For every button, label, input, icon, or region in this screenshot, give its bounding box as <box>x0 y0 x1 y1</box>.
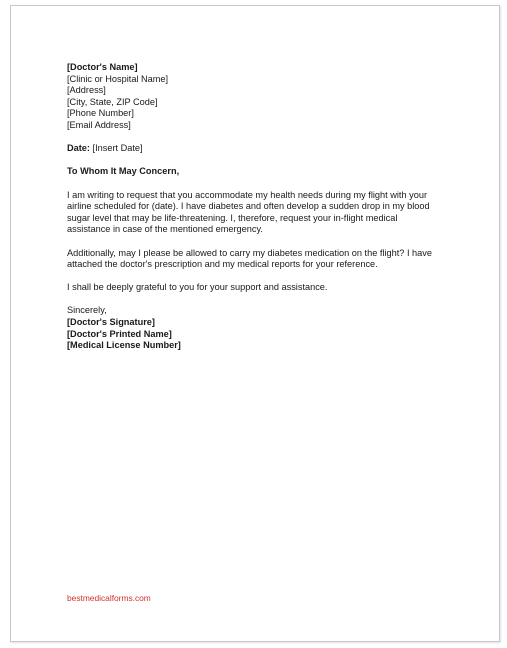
doctor-signature: [Doctor's Signature] <box>67 317 155 328</box>
medical-license-number: [Medical License Number] <box>67 340 181 351</box>
letter-body <box>67 62 447 352</box>
footer-site-link[interactable]: bestmedicalforms.com <box>67 593 151 603</box>
doctor-printed-name: [Doctor's Printed Name] <box>67 328 172 339</box>
paragraph-request: I am writing to request that you accommodate my health needs during my flight with your airline scheduled for (date). I have diabetes and often develop a sudden drop in my blood sugar level that may be life-threatening. I, therefore, request your in-flight medical assistance in case of the mentioned emergency. <box>67 189 430 235</box>
spacer <box>67 236 447 248</box>
date-label: Date: <box>67 143 90 154</box>
paragraph-medication: Additionally, may I please be allowed to carry my diabetes medication on the flight? I have attached the doctor's prescription and my medical reports for your reference. <box>67 247 432 270</box>
spacer <box>67 178 447 190</box>
date-value: [Insert Date] <box>89 143 143 154</box>
address: [Address] <box>67 85 106 96</box>
date-line <box>67 143 447 155</box>
clinic-name: [Clinic or Hospital Name] <box>67 73 169 84</box>
email-address: [Email Address] <box>67 119 131 130</box>
paragraph-gratitude: I shall be deeply grateful to you for your support and assistance. <box>67 282 328 293</box>
spacer <box>67 132 447 144</box>
spacer <box>67 294 447 306</box>
city-state-zip: [City, State, ZIP Code] <box>67 96 158 107</box>
spacer <box>67 271 447 283</box>
spacer <box>67 155 447 167</box>
phone-number: [Phone Number] <box>67 108 134 119</box>
salutation: To Whom It May Concern, <box>67 166 180 177</box>
doctor-name: [Doctor's Name] <box>67 62 138 72</box>
letter-page <box>10 5 500 642</box>
closing: Sincerely, <box>67 305 107 316</box>
